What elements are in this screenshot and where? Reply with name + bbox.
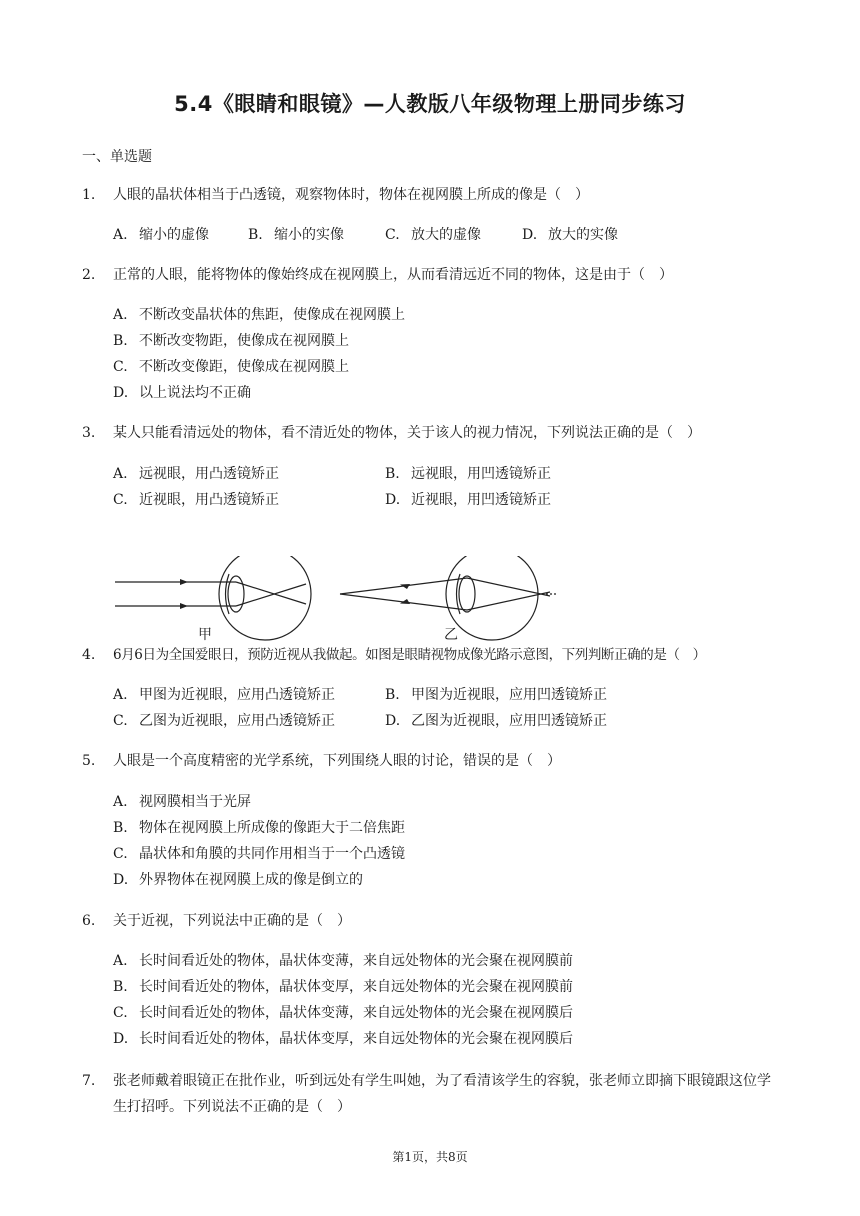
figure-label-jia: 甲	[198, 627, 212, 643]
option-d: D. 放大的实像	[522, 227, 618, 243]
figure-label-yi: 乙	[444, 627, 458, 643]
question-5	[82, 748, 782, 774]
question-7	[82, 1068, 782, 1120]
question-stem: 正常的人眼，能将物体的像始终成在视网膜上，从而看清远近不同的物体，这是由于（ ）	[113, 267, 673, 283]
options-q5	[113, 789, 405, 893]
option-b: B. 远视眼，用凹透镜矫正	[385, 466, 551, 482]
eye-optics-diagram	[110, 556, 560, 646]
option-c: C. 晶状体和角膜的共同作用相当于一个凸透镜	[113, 846, 405, 862]
question-number: 3.	[82, 425, 96, 441]
section-heading: 一、单选题	[82, 149, 152, 165]
question-stem: 人眼是一个高度精密的光学系统，下列围绕人眼的讨论，错误的是（ ）	[113, 753, 561, 769]
page-footer: 第1页，共8页	[392, 1150, 468, 1164]
page-title: 5.4《眼睛和眼镜》—人教版八年级物理上册同步练习	[174, 92, 686, 116]
question-stem: 人眼的晶状体相当于凸透镜，观察物体时，物体在视网膜上所成的像是（ ）	[113, 187, 589, 203]
question-stem: 某人只能看清远处的物体，看不清近处的物体，关于该人的视力情况，下列说法正确的是（ ）	[113, 425, 701, 441]
option-b: B. 缩小的实像	[248, 227, 344, 243]
question-stem: 张老师戴着眼镜正在批作业，听到远处有学生叫她，为了看清该学生的容貌，张老师立即摘下眼镜跟这位学生打招呼。下列说法不正确的是（ ）	[113, 1073, 771, 1115]
options-q6	[113, 948, 573, 1052]
option-b: B. 物体在视网膜上所成像的像距大于二倍焦距	[113, 820, 405, 836]
option-a: A. 远视眼，用凸透镜矫正	[113, 466, 279, 482]
option-b: B. 长时间看近处的物体，晶状体变厚，来自远处物体的光会聚在视网膜前	[113, 979, 573, 995]
question-stem: 6月6日为全国爱眼日，预防近视从我做起。如图是眼睛视物成像光路示意图，下列判断正确的是（ ）	[113, 647, 706, 663]
option-b: B. 甲图为近视眼，应用凹透镜矫正	[385, 687, 607, 703]
option-c: C. 长时间看近处的物体，晶状体变薄，来自远处物体的光会聚在视网膜后	[113, 1005, 573, 1021]
question-number: 5.	[82, 753, 96, 769]
options-q2	[113, 302, 405, 406]
question-stem: 关于近视，下列说法中正确的是（ ）	[113, 913, 351, 929]
options-q3	[113, 461, 551, 513]
option-c: C. 不断改变像距，使像成在视网膜上	[113, 359, 349, 375]
option-c: C. 乙图为近视眼，应用凸透镜矫正	[113, 713, 335, 729]
option-a: A. 长时间看近处的物体，晶状体变薄，来自远处物体的光会聚在视网膜前	[113, 953, 573, 969]
question-number: 7.	[82, 1073, 96, 1089]
option-a: A. 缩小的虚像	[113, 227, 209, 243]
question-number: 2.	[82, 267, 96, 283]
option-d: D. 外界物体在视网膜上成的像是倒立的	[113, 872, 363, 888]
question-number: 4.	[82, 647, 96, 663]
option-d: D. 以上说法均不正确	[113, 385, 251, 401]
option-a: A. 不断改变晶状体的焦距，使像成在视网膜上	[113, 307, 405, 323]
option-c: C. 近视眼，用凸透镜矫正	[113, 492, 279, 508]
eyeball-left	[219, 556, 311, 640]
option-d: D. 长时间看近处的物体，晶状体变厚，来自远处物体的光会聚在视网膜后	[113, 1031, 573, 1047]
option-a: A. 甲图为近视眼，应用凸透镜矫正	[113, 687, 335, 703]
question-3	[82, 420, 782, 446]
options-q1	[113, 222, 618, 248]
option-a: A. 视网膜相当于光屏	[113, 794, 251, 810]
question-4	[82, 642, 802, 668]
eye-diagram-figure	[110, 556, 560, 646]
lens-right	[459, 576, 475, 612]
question-number: 1.	[82, 187, 96, 203]
option-b: B. 不断改变物距，使像成在视网膜上	[113, 333, 349, 349]
option-d: D. 近视眼，用凹透镜矫正	[385, 492, 551, 508]
question-6	[82, 908, 782, 934]
question-1	[82, 182, 782, 208]
question-number: 6.	[82, 913, 96, 929]
option-d: D. 乙图为近视眼，应用凹透镜矫正	[385, 713, 607, 729]
options-q4	[113, 682, 607, 734]
question-2	[82, 262, 782, 288]
option-c: C. 放大的虚像	[385, 227, 481, 243]
